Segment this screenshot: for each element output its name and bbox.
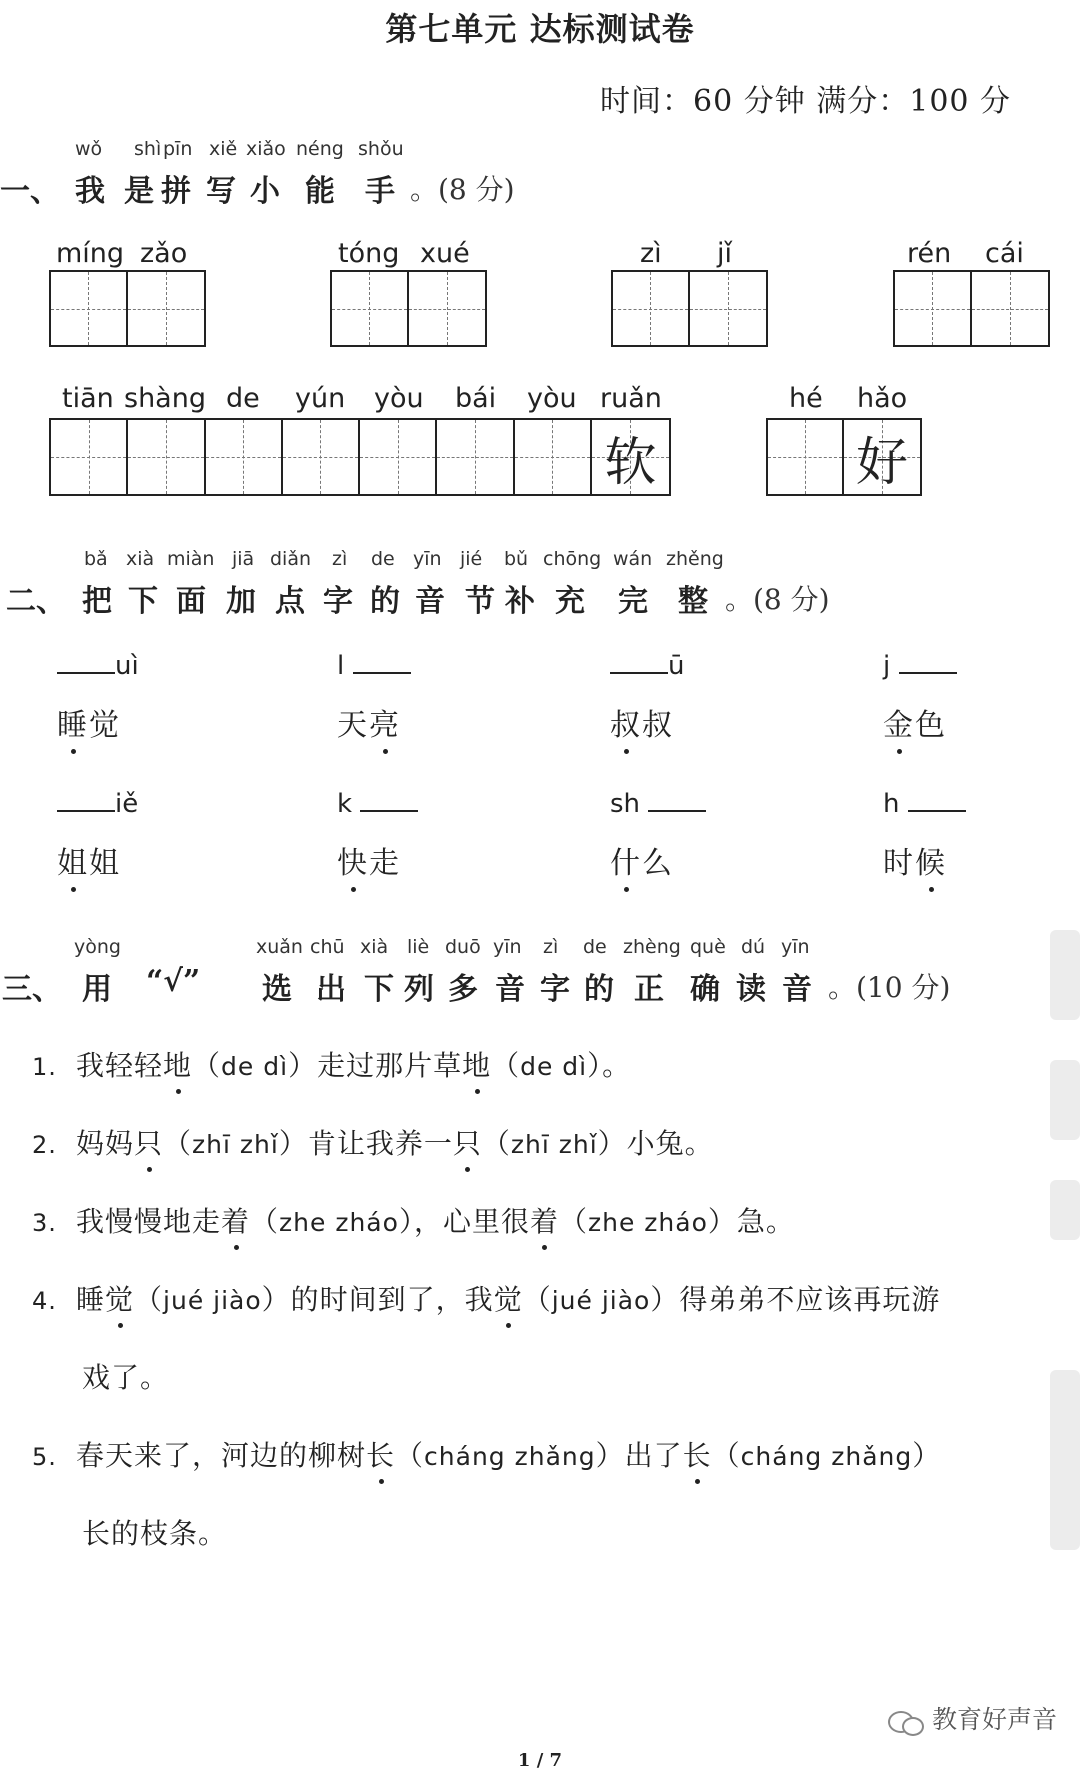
pinyin: dú [741,936,766,958]
heading-char: 把 [82,584,112,619]
heading-char: 的 [584,972,614,1007]
pinyin-options[interactable]: cháng zhǎng [424,1442,596,1471]
pinyin: wán [613,548,653,570]
pinyin: zhèng [623,936,681,958]
writing-grid[interactable] [49,270,206,347]
pinyin: liè [407,936,430,958]
writing-grid[interactable] [893,270,1050,347]
word: 金色 [883,700,947,744]
pinyin: tiān [62,383,114,414]
heading-char: 拼 [161,174,191,209]
pinyin: wǒ [75,138,103,160]
heading-char: 能 [305,174,335,209]
pinyin: shǒu [358,138,404,160]
pinyin: miàn [167,548,215,570]
pinyin: de [371,548,395,570]
time-score-info: 时间：60 分钟 满分：100 分 [600,84,1012,119]
heading-char: 字 [323,584,353,619]
side-decoration [1050,930,1080,1020]
pinyin: shàng [124,383,206,414]
pinyin-options[interactable]: de dì [221,1052,289,1081]
pinyin: néng [296,138,344,160]
pinyin: xiě [209,138,238,160]
word: 什么 [610,838,674,882]
q1-row1-pinyin [0,238,1080,270]
writing-grid[interactable] [49,418,671,496]
q3-item-1: 1. 我轻轻地（de dì）走过那片草地（de dì）。 [32,1044,631,1084]
heading-char: 充 [555,584,585,619]
pinyin: ruǎn [600,383,662,414]
heading-char: 完 [618,584,648,619]
score-label: 。(10 分) [828,971,951,1004]
side-decoration [1050,1370,1080,1550]
word: 叔叔 [610,700,674,744]
q2-heading-pinyin [0,548,1080,572]
pinyin: yún [295,383,346,414]
pinyin-options[interactable]: zhe zháo [279,1208,399,1237]
word: 天亮 [337,700,401,744]
heading-char: 确 [690,972,720,1007]
heading-char: 选 [262,972,292,1007]
q3-item-5: 5. 春天来了，河边的柳树长（cháng zhǎng）出了长（cháng zhǎng） [32,1434,941,1474]
q3-item-3: 3. 我慢慢地走着（zhe zháo），心里很着（zhe zháo）急。 [32,1200,795,1240]
q3-item-4: 4. 睡觉（jué jiào）的时间到了，我觉（jué jiào）得弟弟不应该再玩游 [32,1278,940,1318]
pinyin: què [690,936,726,958]
heading-char: 下 [364,972,394,1007]
question-number: 二、 [6,584,66,619]
pinyin: yīn [413,548,442,570]
heading-char: 正 [634,972,664,1007]
heading-char: 出 [316,972,346,1007]
fill-blank-pinyin[interactable]: uì [57,650,139,681]
writing-grid[interactable] [766,418,922,496]
pinyin-options[interactable]: cháng zhǎng [740,1442,913,1471]
pinyin-options[interactable]: jué jiào [163,1286,262,1315]
pinyin: xiǎo [246,138,286,160]
pinyin-options[interactable]: zhī zhǐ [510,1130,598,1159]
heading-char: 写 [206,174,236,209]
pinyin: shì [134,138,162,160]
fill-blank-pinyin[interactable]: k [337,788,418,819]
pinyin: xià [360,936,389,958]
heading-char: 加 [226,584,256,619]
heading-char: 我 [75,174,105,209]
pinyin-options[interactable]: jué jiào [551,1286,651,1315]
heading-char: 补 [505,584,535,619]
pinyin: zǎo [140,238,188,269]
q3-heading-pinyin [0,936,1080,960]
given-character: 软 [604,432,657,493]
fill-blank-pinyin[interactable]: j [883,650,957,681]
pinyin: zì [543,936,559,958]
question-number: 一、 [0,174,60,209]
writing-grid[interactable] [611,270,768,347]
pinyin: chū [310,936,345,958]
heading-char: 列 [404,972,434,1007]
pinyin: chōng [543,548,602,570]
heading-char: 手 [365,174,395,209]
watermark: 教育好声音 [888,1700,1057,1736]
heading-char: 音 [782,972,812,1007]
pinyin: hé [789,383,823,414]
heading-char: 下 [128,584,158,619]
q1-row2-pinyin [0,383,1080,415]
page-title: 第七单元 达标测试卷 [385,10,695,48]
pinyin: jiā [232,548,255,570]
pinyin: hǎo [857,383,908,414]
fill-blank-pinyin[interactable]: l [337,650,411,681]
q3-item-4-cont: 戏了。 [82,1361,170,1394]
q3-heading [0,964,1080,1007]
heading-char: 点 [275,584,305,619]
q2-heading [0,576,1080,619]
word: 快走 [337,838,401,882]
pinyin: tóng [338,238,400,269]
pinyin: bái [455,383,497,414]
given-character: 好 [855,432,908,493]
pinyin: yòu [374,383,424,414]
heading-char: 字 [540,972,570,1007]
side-decoration [1050,1060,1080,1140]
q1-heading [0,166,1080,209]
pinyin: yīn [781,936,810,958]
pinyin: jié [460,548,483,570]
pinyin: duō [445,936,481,958]
pinyin: yīn [493,936,522,958]
heading-char: 音 [415,584,445,619]
pinyin: xuǎn [256,936,303,958]
pinyin: zì [640,238,662,269]
heading-char: 是 [124,174,154,209]
pinyin: diǎn [270,548,312,570]
writing-grid[interactable] [330,270,487,347]
pinyin: rén [907,238,952,269]
fill-blank-pinyin[interactable]: h [883,788,966,819]
pinyin-options[interactable]: de dì [520,1052,588,1081]
pinyin-options[interactable]: zhe zháo [587,1208,708,1237]
pinyin: pīn [163,138,193,160]
pinyin: de [226,383,260,414]
q3-item-2: 2. 妈妈只（zhī zhǐ）肯让我养一只（zhī zhǐ）小兔。 [32,1122,714,1162]
heading-char: 小 [250,174,280,209]
fill-blank-pinyin[interactable]: sh [610,788,706,819]
pinyin: xià [126,548,155,570]
word: 时候 [883,838,947,882]
q1-heading-pinyin [0,138,1080,162]
pinyin: zhěng [666,548,724,570]
q3-item-5-cont: 长的枝条。 [82,1517,228,1550]
pinyin: cái [985,238,1024,269]
pinyin: yòu [527,383,577,414]
heading-char: 整 [678,584,708,619]
pinyin: xué [420,238,470,269]
pinyin-options[interactable]: zhī zhǐ [192,1130,279,1159]
heading-char: 音 [495,972,525,1007]
pinyin: míng [56,238,125,269]
word: 姐姐 [57,838,121,882]
fill-blank-pinyin[interactable]: iě [57,788,138,819]
heading-char: “√” [146,964,201,999]
heading-char: 节 [465,584,495,619]
heading-char: 的 [370,584,400,619]
pinyin: jǐ [717,238,733,269]
score-label: 。(8 分) [725,583,830,616]
question-number: 三、 [2,972,62,1007]
page-number: 1 / 7 [517,1750,563,1771]
heading-char: 读 [736,972,766,1007]
heading-char: 用 [82,972,112,1007]
heading-char: 面 [176,584,206,619]
pinyin: bǔ [504,548,529,570]
pinyin: zì [332,548,348,570]
heading-char: 多 [448,972,478,1007]
word: 睡觉 [57,700,121,744]
side-decoration [1050,1180,1080,1240]
fill-blank-pinyin[interactable]: ū [610,650,684,681]
pinyin: yòng [74,936,121,958]
score-label: 。(8 分) [410,173,515,206]
pinyin: de [583,936,607,958]
wechat-icon [888,1707,926,1735]
pinyin: bǎ [84,548,108,570]
